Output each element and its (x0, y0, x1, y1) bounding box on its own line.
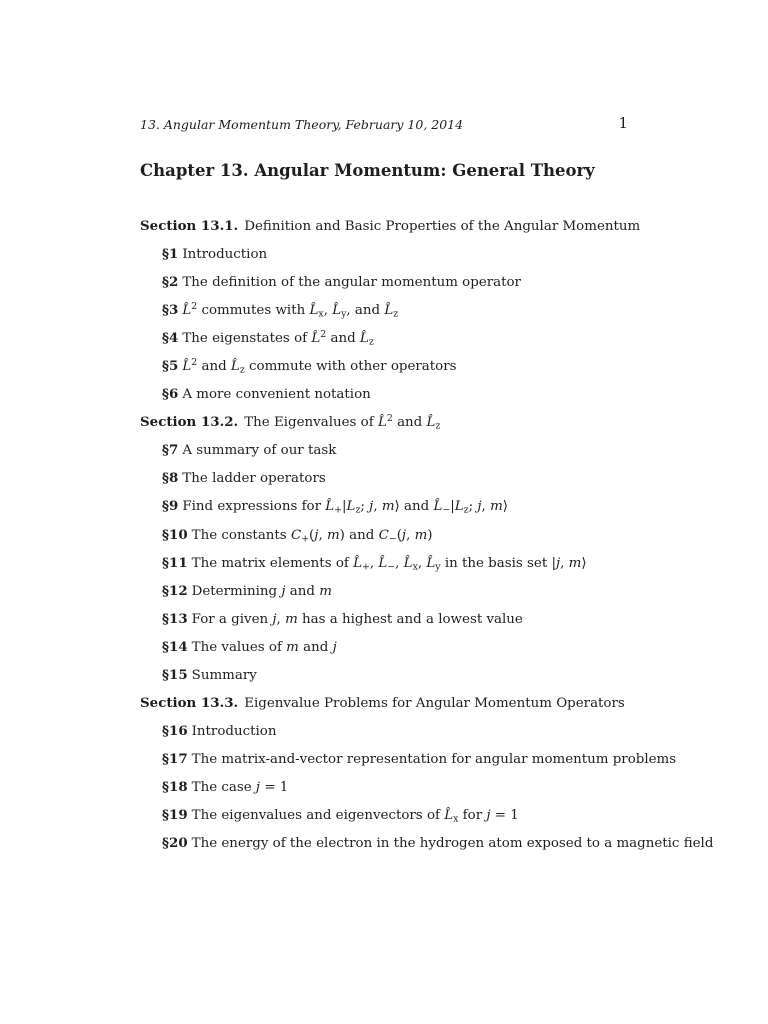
entry-text: The case j = 1 (191, 779, 289, 795)
toc-entry (140, 633, 700, 661)
toc-entry (140, 829, 714, 857)
entry-text: A summary of our task (182, 443, 337, 459)
toc-entry (140, 549, 700, 577)
section-title: Eigenvalue Problems for Angular Momentum Operators (244, 695, 625, 711)
toc-entry (140, 464, 700, 492)
entry-number: §8 (162, 470, 179, 487)
page-number: 1 (618, 114, 628, 132)
toc-entry (140, 436, 700, 464)
entry-number: §6 (162, 386, 179, 403)
entry-number: §10 (162, 526, 188, 543)
toc-entry (140, 380, 700, 408)
toc-entry (140, 661, 700, 689)
entry-text: The eigenstates of L̂$^2$ and $L̂_z$ (182, 329, 374, 348)
entry-number: §2 (162, 274, 179, 291)
toc-entry (140, 801, 700, 829)
toc-entry (140, 268, 700, 296)
table-of-contents (140, 212, 714, 857)
entry-text: The energy of the electron in the hydrogen atom exposed to a magnetic field (191, 836, 714, 852)
entry-number: §18 (162, 778, 188, 795)
entry-number: §17 (162, 750, 188, 767)
entry-text: Determining j and m (191, 583, 332, 599)
toc-entry (140, 773, 700, 801)
toc-entry (140, 296, 700, 324)
entry-number: §5 (162, 358, 179, 375)
entry-text: Find expressions for $L̂_+|L_z$; j, m⟩ and $L̂_-|L_z$; j, m⟩ (182, 499, 508, 516)
section-title: The Eigenvalues of L̂$^2$ and $L̂_z$ (244, 413, 441, 432)
entry-number: §3 (162, 302, 179, 319)
toc-entry (140, 240, 700, 268)
running-header (140, 114, 628, 132)
entry-text: The values of m and j (191, 639, 337, 655)
entry-text: A more convenient notation (182, 387, 371, 403)
entry-number: §4 (162, 330, 179, 347)
entry-number: §1 (162, 246, 179, 263)
section-number: Section 13.3. (140, 694, 239, 711)
entry-text: L̂$^2$ commutes with $L̂_x$, $L̂_y$, and $L̂_z$ (182, 300, 399, 320)
toc-entry (140, 577, 700, 605)
section-title: Definition and Basic Properties of the Angular Momentum (244, 219, 641, 234)
entry-number: §16 (162, 722, 188, 739)
entry-number: §20 (162, 835, 188, 852)
entry-text: The matrix-and-vector representation for angular momentum problems (191, 751, 677, 767)
section-heading (140, 212, 700, 240)
entry-number: §11 (162, 554, 188, 571)
entry-number: §14 (162, 638, 188, 655)
entry-text: For a given j, m has a highest and a lowest value (191, 611, 523, 627)
running-title: 13. Angular Momentum Theory, February 10, 2014 (140, 117, 464, 132)
section-heading (140, 408, 700, 436)
entry-text: The definition of the angular momentum operator (182, 275, 521, 291)
toc-entry (140, 324, 700, 352)
entry-number: §7 (162, 442, 179, 459)
entry-text: The eigenvalues and eigenvectors of $L̂_x$ for j = 1 (191, 807, 519, 825)
toc-entry (140, 521, 700, 549)
entry-number: §19 (162, 806, 188, 823)
entry-text: Introduction (182, 247, 268, 263)
section-heading (140, 689, 700, 717)
entry-text: The ladder operators (182, 471, 326, 487)
section-number: Section 13.1. (140, 218, 239, 234)
chapter-title: Chapter 13. Angular Momentum: General Theory (140, 161, 595, 180)
entry-number: §13 (162, 610, 188, 627)
toc-entry (140, 352, 700, 380)
entry-text: Summary (191, 667, 257, 683)
entry-text: L̂$^2$ and $L̂_z$ commute with other operators (182, 357, 457, 376)
entry-number: §9 (162, 498, 179, 515)
entry-number: §12 (162, 582, 188, 599)
toc-entry (140, 492, 700, 520)
toc-entry (140, 605, 700, 633)
toc-entry (140, 745, 700, 773)
entry-number: §15 (162, 666, 188, 683)
entry-text: The constants $C_+(j$, m) and $C_-(j$, m) (191, 527, 433, 544)
section-number: Section 13.2. (140, 414, 239, 431)
toc-entry (140, 717, 700, 745)
entry-text: The matrix elements of $L̂_+$, $L̂_-$, $L̂_x$, $L̂_y$ in the basis set |j, m⟩ (191, 555, 587, 572)
entry-text: Introduction (191, 723, 277, 739)
